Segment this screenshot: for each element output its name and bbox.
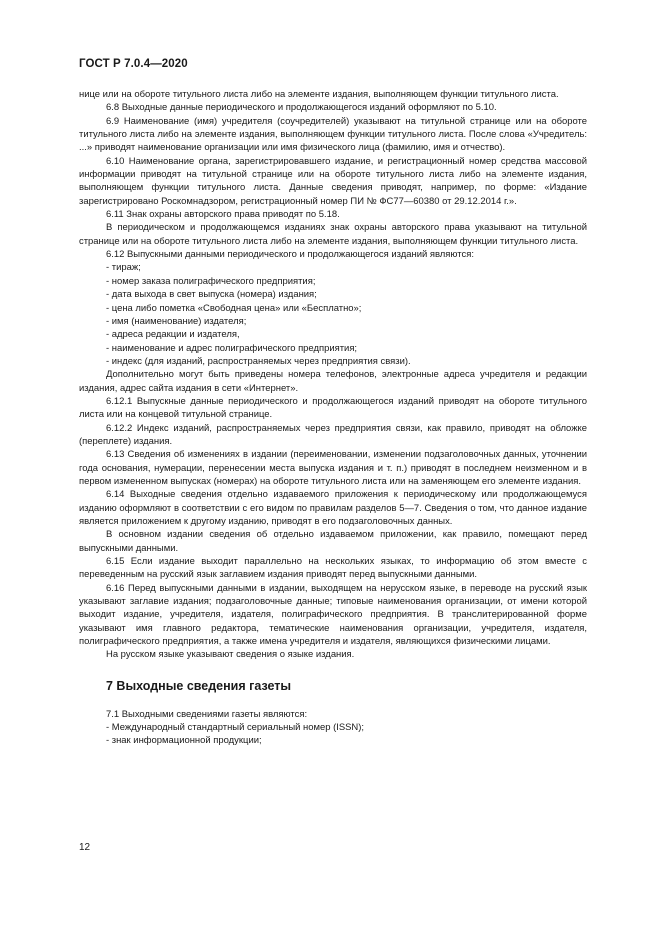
paragraph: Дополнительно могут быть приведены номера телефонов, электронные адреса учредителя и редакции издания, адрес сайта издания в сети «Интернет». <box>79 369 587 394</box>
list-item: - адреса редакции и издателя, <box>106 329 240 341</box>
list-item: - наименование и адрес полиграфического предприятия; <box>106 342 358 354</box>
list-item: - цена либо пометка «Свободная цена» или «Бесплатно»; <box>106 302 362 314</box>
paragraph: 7.1 Выходными сведениями газеты являются: <box>106 708 308 720</box>
paragraph: 6.9 Наименование (имя) учредителя (соучредителей) указывают на титульной странице или на обороте титульного листа либо на элементе издания, выполняющем функции титульного листа. После слова «Учредитель: ...» приводят наименование организации или имя физического лица (фамилию, имя и отчество). <box>79 115 587 154</box>
page-number: 12 <box>79 842 91 853</box>
paragraph: 6.12.1 Выпускные данные периодического и продолжающегося изданий приводят на обороте титульного листа или на концевой титульной странице. <box>79 395 587 421</box>
paragraph: 6.8 Выходные данные периодического и продолжающегося изданий оформляют по 5.10. <box>106 102 497 114</box>
paragraph: 6.14 Выходные сведения отдельно издаваемого приложения к периодическому или продолжающемуся изданию оформляют в соответствии с его видом по правилам разделов 5—7. Сведения о том, что данное издание является приложением к другому изданию, приводят в его подзаголовочных данных. <box>79 489 587 527</box>
list-item: - знак информационной продукции; <box>106 735 262 747</box>
list-item: - тираж; <box>106 262 141 274</box>
paragraph-continuation: нице или на обороте титульного листа либо на элементе издания, выполняющем функции титульного листа. <box>79 89 559 100</box>
list-item: - индекс (для изданий, распространяемых через предприятия связи). <box>106 355 411 367</box>
list-item: - имя (наименование) издателя; <box>106 315 247 327</box>
paragraph: В периодическом и продолжающемся изданиях знак охраны авторского права указывают на титульной странице или на обороте титульного листа либо на элементе издания, выполняющем функции титульного листа. <box>79 222 587 247</box>
paragraph: 6.15 Если издание выходит параллельно на нескольких языках, то информацию об этом вместе с переведенным на русский язык заглавием издания приводят перед выпускными данными. <box>79 556 587 581</box>
paragraph: 6.13 Сведения об изменениях в издании (переименовании, изменении подзаголовочных данных, уточнении года основания, нумерации, перенесении места выпуска издания и т. п.) приводят в последнем неизменном и в первом измененном выпусках (номерах) на обороте титульного листа или на заменяющем его элементе издания. <box>79 449 587 487</box>
paragraph: В основном издании сведения об отдельно издаваемом приложении, как правило, помещают перед выпускными данными. <box>79 529 587 554</box>
list-item: - номер заказа полиграфического предприятия; <box>106 275 316 287</box>
list-item: - Международный стандартный сериальный номер (ISSN); <box>106 722 365 734</box>
paragraph: 6.12.2 Индекс изданий, распространяемых через предприятия связи, как правило, приводят на обложке (переплете) издания. <box>79 422 587 447</box>
document-header: ГОСТ Р 7.0.4—2020 <box>79 58 188 70</box>
paragraph: 6.12 Выпускными данными периодического и продолжающегося изданий являются: <box>106 249 474 261</box>
document-body <box>79 88 587 748</box>
section-heading: 7 Выходные сведения газеты <box>106 678 292 693</box>
paragraph: 6.10 Наименование органа, зарегистрировавшего издание, и регистрационный номер средства массовой информации приводят на титульной странице или на обороте титульного листа либо на элементе издания, выполняющем функции титульного листа. Данные сведения приводят, например, по форме: «Издание зарегистрировано Роскомнадзором, регистрационный номер ПИ № ФС77—60380 от 29.12.2014 г.». <box>79 155 587 207</box>
list-item: - дата выхода в свет выпуска (номера) издания; <box>106 289 317 301</box>
paragraph: 6.11 Знак охраны авторского права приводят по 5.18. <box>106 209 340 221</box>
paragraph: 6.16 Перед выпускными данными в издании, выходящем на нерусском языке, в переводе на русский язык указывают заглавие издания; подзаголовочные данные; типовые наименования организации, от имени которой выходит издание, учредителя, издателя, полиграфического предприятия. В транслитерированной форме указывают имя главного редактора, тематические наименования организации, учредителя, издателя, полиграфического предприятия, а также имена учредителя и издателя, являющихся физическими лицами. <box>79 582 587 648</box>
paragraph: На русском языке указывают сведения о языке издания. <box>106 649 355 661</box>
